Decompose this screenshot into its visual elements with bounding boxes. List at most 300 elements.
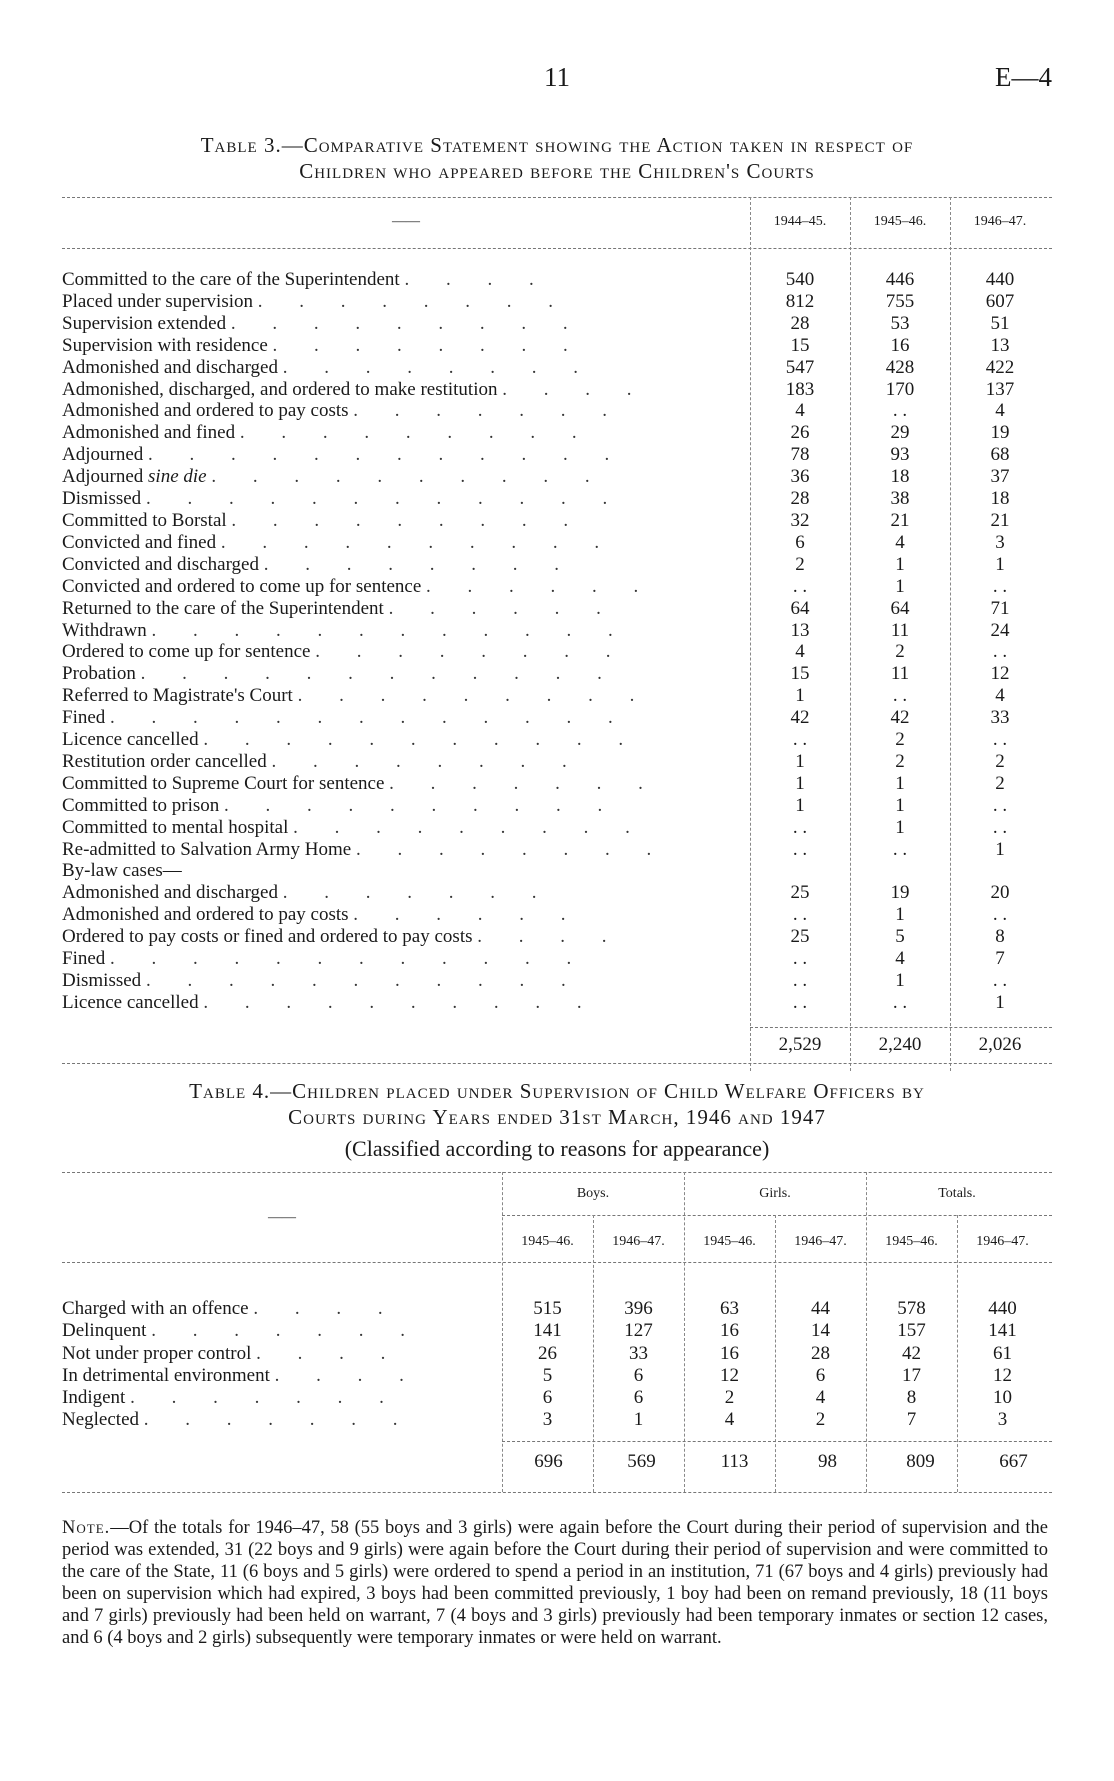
leader-dots: . . . . . . . (130, 1387, 400, 1409)
table3-row-label: Admonished and discharged (62, 356, 278, 378)
leader-dots: . . . . . . . . (271, 750, 583, 772)
leader-dots: . . . . . . . . . . (220, 531, 616, 553)
table3-row-label: Placed under supervision (62, 290, 254, 312)
table3-value-cell: 183 (785, 378, 815, 400)
leader-dots: . . . . . . . . . . . . (145, 488, 624, 510)
table4-row (62, 1298, 1048, 1320)
table3-row-label: Admonished, discharged, and ordered to make restitution (62, 378, 498, 400)
leader-dots: . . . . . . . . . (293, 816, 646, 838)
table3-row-label: By-law cases— (62, 860, 182, 882)
table4-value-cell: 440 (988, 1298, 1017, 1319)
table4-top-rule (62, 1172, 1052, 1173)
table3-row-label: Committed to prison (62, 794, 220, 816)
table4-row (62, 1320, 1048, 1342)
table3-value-cell: 8 (995, 926, 1005, 948)
table4-group-header: Boys. (576, 1186, 610, 1201)
table4-value-cell: 3 (997, 1409, 1008, 1431)
table4-header-label: —— (268, 1210, 296, 1225)
table3-value-cell: 1 (895, 904, 905, 926)
table3-value-cell: 21 (990, 509, 1010, 531)
table4-subtitle: (Classified according to reasons for appearance) (344, 1136, 770, 1161)
table4-value-cell: 4 (815, 1387, 826, 1409)
table4-value-cell: 33 (629, 1342, 648, 1364)
table3-row-label: Admonished and fined (62, 422, 236, 444)
table4-value-cell: 6 (633, 1364, 644, 1386)
table3-value-cell: 1 (795, 794, 805, 816)
leader-dots: . . . . . . . . . . . . . (110, 707, 629, 729)
leader-dots: . . . . . . . . . . (211, 466, 606, 488)
table3-value-cell: 4 (795, 400, 805, 422)
table3-row-label-cell (62, 444, 750, 466)
table4-row-label: In detrimental environment (62, 1364, 270, 1386)
table3-row-label: Adjourned sine die (62, 466, 207, 488)
table3-value-cell: 18 (890, 466, 910, 488)
table3-row-label-cell (62, 751, 750, 773)
table4-row-label: Delinquent (62, 1320, 147, 1342)
table3-value-cell: 1 (895, 553, 905, 575)
table3-total-cell: 2,240 (878, 1034, 922, 1055)
leader-dots: . . . . (502, 378, 648, 400)
table3-row-label-cell (62, 576, 750, 598)
table3-row-label: Ordered to come up for sentence (62, 641, 311, 663)
table3-value-cell: 4 (895, 948, 905, 970)
leader-dots: . . . . (256, 1342, 402, 1364)
table3-row-label-cell (62, 926, 750, 948)
table4-value-cell: 42 (902, 1342, 921, 1364)
table4-value-cell: 17 (902, 1364, 921, 1386)
table3-value-cell: . . (892, 400, 908, 422)
table3-value-cell: 1 (995, 553, 1005, 575)
table4-group-header: Totals. (938, 1186, 976, 1201)
table3-value-cell: 170 (885, 378, 915, 400)
table3-row-label: Admonished and discharged (62, 882, 278, 904)
leader-dots: . . . . . . . (353, 400, 624, 422)
page-number: 11 (544, 62, 570, 92)
table3-row (62, 860, 1050, 882)
table4-value-cell: 63 (720, 1298, 739, 1319)
leader-dots: . . . . . . (388, 597, 617, 619)
leader-dots: . . . . . . . . (355, 838, 668, 860)
table3-row (62, 313, 1050, 335)
table3-value-cell: 540 (785, 269, 815, 290)
table3-value-cell: 15 (790, 663, 810, 685)
table3-row (62, 663, 1050, 685)
table3-value-cell: 33 (990, 707, 1010, 729)
table3-value-cell: 29 (890, 422, 910, 444)
table3-row-label: Dismissed (62, 488, 142, 510)
table3-row-label-cell (62, 839, 750, 861)
table4-group-header: Girls. (759, 1186, 791, 1201)
table3-value-cell: . . (992, 641, 1008, 663)
table3-row-label-cell (62, 707, 750, 729)
table3-row-label-cell (62, 379, 750, 401)
table3-row-label: Convicted and fined (62, 531, 217, 553)
table3-value-cell: 11 (890, 619, 910, 641)
table3-value-cell: 4 (995, 400, 1005, 422)
table4-value-cell: 5 (542, 1364, 553, 1386)
table3-row (62, 488, 1050, 510)
table3-value-cell: 3 (995, 531, 1005, 553)
table3-row (62, 773, 1050, 795)
table4-value-cell: 2 (815, 1409, 826, 1431)
table3-row (62, 444, 1050, 466)
table3-value-cell: 1 (895, 772, 905, 794)
table3-value-cell: 15 (790, 334, 810, 356)
table3-value-cell: 11 (890, 663, 910, 685)
table4-value-cell: 515 (533, 1298, 562, 1319)
table3-value-cell: 28 (790, 488, 810, 510)
leader-dots: . . . . . . . . (272, 334, 584, 356)
table3-title-line2: Children who appeared before the Children's Courts (299, 159, 815, 183)
table3-value-cell: 28 (790, 312, 810, 334)
table3-row (62, 510, 1050, 532)
table3-value-cell (950, 860, 1050, 882)
table3-value-cell: 25 (790, 882, 810, 904)
table3-row (62, 400, 1050, 422)
table4-row-label-cell (62, 1298, 502, 1320)
table3-row-label-cell (62, 641, 750, 663)
table3-row-label-cell (62, 992, 750, 1014)
table3-row-label: Dismissed (62, 970, 142, 991)
table3-row-label: Probation (62, 663, 136, 685)
table4-total-rule (502, 1441, 1052, 1442)
table4-total-row (502, 1450, 1060, 1474)
table3-row-label-cell (62, 466, 750, 488)
table3-row (62, 839, 1050, 861)
table3-value-cell: . . (792, 948, 808, 970)
table3-value-cell: 1 (795, 685, 805, 707)
table3-row (62, 817, 1050, 839)
table3-value-cell: 2 (995, 772, 1005, 794)
table4-value-cell: 578 (897, 1298, 926, 1319)
leader-dots: . . . . (404, 269, 550, 290)
table3-row (62, 882, 1050, 904)
table3-row-label-cell (62, 422, 750, 444)
table3-value-cell: . . (992, 816, 1008, 838)
table3-value-cell: 78 (790, 444, 810, 466)
table3-row-label-cell (62, 882, 750, 904)
table3-value-cell: . . (992, 794, 1008, 816)
table4-group-rule (502, 1215, 1052, 1216)
table4-value-cell: 8 (906, 1387, 917, 1409)
table4-year-header: 1945–46. (521, 1234, 574, 1249)
table3-value-cell: 607 (985, 290, 1015, 312)
table3-row (62, 620, 1050, 642)
leader-dots: . . . . . . . (151, 1320, 421, 1342)
table4-row-label-cell (62, 1320, 502, 1342)
table3-value-cell: 428 (885, 356, 915, 378)
table3-value-cell: . . (892, 838, 908, 860)
table3-value-cell: . . (992, 575, 1008, 597)
table3-value-cell: 4 (795, 641, 805, 663)
table3-row-label: Supervision extended (62, 312, 227, 334)
table3-value-cell: 53 (890, 312, 910, 334)
table4-totals (502, 1450, 1060, 1474)
table3-row-label: Committed to mental hospital (62, 816, 289, 838)
table3-value-cell: . . (792, 904, 808, 926)
table3-value-cell: 19 (990, 422, 1010, 444)
table3-value-cell: . . (792, 816, 808, 838)
table3-row-label-cell (62, 335, 750, 357)
table3-value-cell: 755 (885, 290, 915, 312)
table3-value-cell: 21 (890, 509, 910, 531)
table4-title (62, 1078, 1052, 1130)
table4-title-line2: Courts during Years ended 31st March, 1946 and 1947 (288, 1105, 826, 1129)
table3-value-cell: 6 (795, 531, 805, 553)
table3-row-label-cell (62, 795, 750, 817)
table4-value-cell: 16 (720, 1342, 739, 1364)
table3-row-label: Fined (62, 707, 106, 729)
table3-value-cell: 5 (895, 926, 905, 948)
table3-value-cell: 1 (895, 575, 905, 597)
table3-value-cell: . . (792, 838, 808, 860)
leader-dots: . . . . . . . . . (231, 509, 585, 531)
leader-dots: . . . . (477, 926, 623, 948)
table4-row (62, 1409, 1048, 1431)
table3-value-cell (750, 860, 850, 882)
table3-row (62, 466, 1050, 488)
table3-value-cell (850, 860, 950, 882)
table3-year-header: 1945–46. (873, 214, 927, 229)
table3-row (62, 379, 1050, 401)
table3-value-cell: 64 (790, 597, 810, 619)
table3-row-label-cell (62, 313, 750, 335)
table4-value-cell: 4 (724, 1409, 735, 1431)
table3-row (62, 335, 1050, 357)
table3-top-rule (62, 197, 1052, 198)
table3-value-cell: 42 (790, 707, 810, 729)
table3-row-label-cell (62, 970, 750, 992)
table4-value-cell: 12 (993, 1364, 1012, 1386)
leader-dots: . . . . (274, 1364, 420, 1386)
table4-value-cell: 6 (542, 1387, 553, 1409)
footnote-label: Note. (62, 1518, 111, 1538)
table3-row-label-cell (62, 510, 750, 532)
leader-dots: . . . . . . . (389, 772, 659, 794)
table3-row-label: Adjourned (62, 444, 144, 466)
table4-year-header: 1946–47. (976, 1234, 1029, 1249)
table4-value-cell: 396 (624, 1298, 653, 1319)
table3-row-label: Committed to the care of the Superintendent (62, 269, 400, 290)
table3-total-rule (750, 1027, 1052, 1028)
table3-row-label-cell (62, 663, 750, 685)
table3-value-cell: . . (992, 970, 1008, 991)
table3-value-cell: 37 (990, 466, 1010, 488)
table3-value-cell: 12 (990, 663, 1010, 685)
table4-total-cell: 569 (627, 1451, 656, 1472)
table3-row-label: Admonished and ordered to pay costs (62, 904, 349, 926)
footnote (62, 1517, 1048, 1649)
table4-value-cell: 26 (538, 1342, 557, 1364)
table3-row (62, 357, 1050, 379)
table4-header-rule (62, 1262, 1052, 1263)
table3-row (62, 795, 1050, 817)
table3-value-cell: 4 (995, 685, 1005, 707)
table3-row (62, 970, 1050, 992)
table3-value-cell: 2 (895, 729, 905, 751)
table3-row-label-cell (62, 685, 750, 707)
table4-row (62, 1365, 1048, 1387)
table3-row (62, 598, 1050, 620)
table3-value-cell: 25 (790, 926, 810, 948)
table3-row (62, 685, 1050, 707)
table4-row (62, 1387, 1048, 1409)
table4-value-cell: 14 (811, 1320, 830, 1342)
table4-year-header: 1946–47. (794, 1234, 847, 1249)
table4-value-cell: 141 (988, 1320, 1017, 1342)
table3-value-cell: 19 (890, 882, 910, 904)
table3-value-cell: 137 (985, 378, 1015, 400)
table3-value-cell: 446 (885, 269, 915, 290)
table3-value-cell: 1 (995, 838, 1005, 860)
table3-value-cell: 13 (990, 334, 1010, 356)
leader-dots: . . . . . . . . . (239, 422, 593, 444)
table3-title-line1: Table 3.—Comparative Statement showing the Action taken in respect of (200, 133, 914, 157)
table3-row-label: Referred to Magistrate's Court (62, 685, 293, 707)
table3-row (62, 948, 1050, 970)
table4-value-cell: 44 (811, 1298, 830, 1319)
table3-value-cell: 18 (990, 488, 1010, 510)
table4-body (62, 1298, 1048, 1432)
table3-header-rule (62, 248, 1052, 249)
leader-dots: . . . . . . . . . (230, 312, 584, 334)
table4-row-label: Neglected (62, 1409, 140, 1431)
table3-value-cell: . . (992, 729, 1008, 751)
table4-value-cell: 16 (720, 1320, 739, 1342)
table3-row (62, 729, 1050, 751)
table3-value-cell: 812 (785, 290, 815, 312)
leader-dots: . . . . . . . . . . . (145, 970, 582, 991)
table3-row-label-cell (62, 291, 750, 313)
table4-total-cell: 809 (906, 1451, 935, 1472)
leader-dots: . . . . . . . . . . . . (140, 663, 618, 685)
table4-total-cell: 696 (534, 1451, 563, 1472)
table4-value-cell: 12 (720, 1364, 739, 1386)
table3-row-label-cell (62, 488, 750, 510)
table3-total-cell: 2,026 (978, 1034, 1022, 1055)
table3-header-label: —— (392, 214, 420, 229)
table3-value-cell: 16 (890, 334, 910, 356)
table4-row-label-cell (62, 1387, 502, 1409)
table3-value-cell: 93 (890, 444, 910, 466)
table3-row (62, 751, 1050, 773)
table3-row-label-cell (62, 948, 750, 970)
leader-dots: . . . . . . . . . . (224, 794, 619, 816)
page-reference: E—4 (995, 62, 1052, 92)
table3-value-cell: 26 (790, 422, 810, 444)
table4-title-line1: Table 4.—Children placed under Supervision of Child Welfare Officers by (189, 1079, 925, 1103)
footnote-text: —Of the totals for 1946–47, 58 (55 boys and 3 girls) were again before the Court during their period of supervision and the period was extended, 31 (22 boys and 9 girls) were again before the Court during their period of supervision and were committed to the care of the State, 11 (6 boys and 5 girls) were ordered to spend a period in an institution, 71 (67 boys and 4 girls) previously had been on supervision which had expired, 3 boys had been committed previously, 1 boy had been on remand previously, 18 (11 boys and 7 girls) previously had been held on warrant, 7 (4 boys and 3 girls) previously had been temporary inmates or section 12 cases, and 6 (4 boys and 2 girls) subsequently were temporary inmates or were held on warrant. (62, 1518, 1048, 1648)
table3-value-cell: 32 (790, 509, 810, 531)
table3-row (62, 904, 1050, 926)
table3-value-cell: 7 (995, 948, 1005, 970)
table3-value-cell: 51 (990, 312, 1010, 334)
table3-row-label: Convicted and discharged (62, 553, 259, 575)
table4-value-cell: 141 (533, 1320, 562, 1342)
table4-row-label-cell (62, 1409, 502, 1431)
table4-value-cell: 1 (633, 1409, 644, 1431)
table3-row-label: Supervision with residence (62, 334, 268, 356)
table3-value-cell: 547 (785, 356, 815, 378)
leader-dots: . . . . . . . . . . . . (110, 948, 588, 970)
table4-total-cell: 98 (818, 1451, 837, 1472)
table3-value-cell: 1 (995, 991, 1005, 1013)
table4-value-cell: 6 (815, 1364, 826, 1386)
table3-value-cell: 42 (890, 707, 910, 729)
table4-row-label-cell (62, 1365, 502, 1387)
table3-row (62, 576, 1050, 598)
table3-row-label-cell (62, 400, 750, 422)
table3-row-label-cell (62, 598, 750, 620)
table3-row (62, 707, 1050, 729)
leader-dots: . . . . . . . . . . (203, 991, 598, 1013)
leader-dots: . . . . . . . . . . . . (148, 444, 626, 466)
table4-year-header: 1945–46. (885, 1234, 938, 1249)
table3-value-cell: 2 (795, 553, 805, 575)
table3-title (62, 132, 1052, 184)
table3-row (62, 422, 1050, 444)
table4-value-cell: 7 (906, 1409, 917, 1431)
table3-row (62, 291, 1050, 313)
table3-row-label: Withdrawn (62, 619, 147, 641)
leader-dots: . . . . . . (353, 904, 582, 926)
table3-value-cell: 440 (985, 269, 1015, 290)
table3-row-label-cell (62, 860, 750, 882)
table4-value-cell: 6 (633, 1387, 644, 1409)
table4-row-label: Charged with an offence (62, 1298, 249, 1319)
leader-dots: . . . . . . . . (315, 641, 627, 663)
table3-total-row (62, 1034, 1050, 1056)
table3-row-label: Restitution order cancelled (62, 750, 267, 772)
table3-bottom-rule (62, 1063, 1052, 1064)
table3-row-label: Returned to the care of the Superintendent (62, 597, 384, 619)
table4-value-cell: 127 (624, 1320, 653, 1342)
table3-value-cell: . . (992, 904, 1008, 926)
table4-bottom-rule (62, 1492, 1052, 1493)
table3-row-label-cell (62, 729, 750, 751)
table4-row-label: Not under proper control (62, 1342, 252, 1364)
table3-row-label-cell (62, 620, 750, 642)
table3-year-header: 1944–45. (773, 214, 827, 229)
leader-dots: . . . . . . . (282, 882, 553, 904)
table3-value-cell: . . (792, 729, 808, 751)
leader-dots: . . . . . . . . . . . (203, 729, 640, 751)
leader-dots: . . . . . . . (143, 1409, 414, 1431)
table3-value-cell: 64 (890, 597, 910, 619)
table3-value-cell: 24 (990, 619, 1010, 641)
table3-row (62, 926, 1050, 948)
table3-row-label-cell (62, 554, 750, 576)
table4-year-header: 1945–46. (703, 1234, 756, 1249)
table4-year-header: 1946–47. (612, 1234, 665, 1249)
table3-value-cell: 1 (895, 794, 905, 816)
table3-row (62, 641, 1050, 663)
leader-dots: . . . . . . . . . . . . (151, 619, 629, 641)
table3-body (62, 269, 1050, 1014)
table3-row-label-cell (62, 904, 750, 926)
table4-total-cell: 667 (999, 1451, 1028, 1472)
table3-row-label-cell (62, 817, 750, 839)
table3-value-cell: . . (892, 685, 908, 707)
table3-value-cell: 20 (990, 882, 1010, 904)
leader-dots: . . . . . . . . (282, 356, 594, 378)
table3-value-cell: 422 (985, 356, 1015, 378)
table3-value-cell: 71 (990, 597, 1010, 619)
table3-value-cell: 2 (895, 750, 905, 772)
table4-value-cell: 10 (993, 1387, 1012, 1409)
table3-row-label-cell (62, 532, 750, 554)
table4-value-cell: 157 (897, 1320, 926, 1342)
